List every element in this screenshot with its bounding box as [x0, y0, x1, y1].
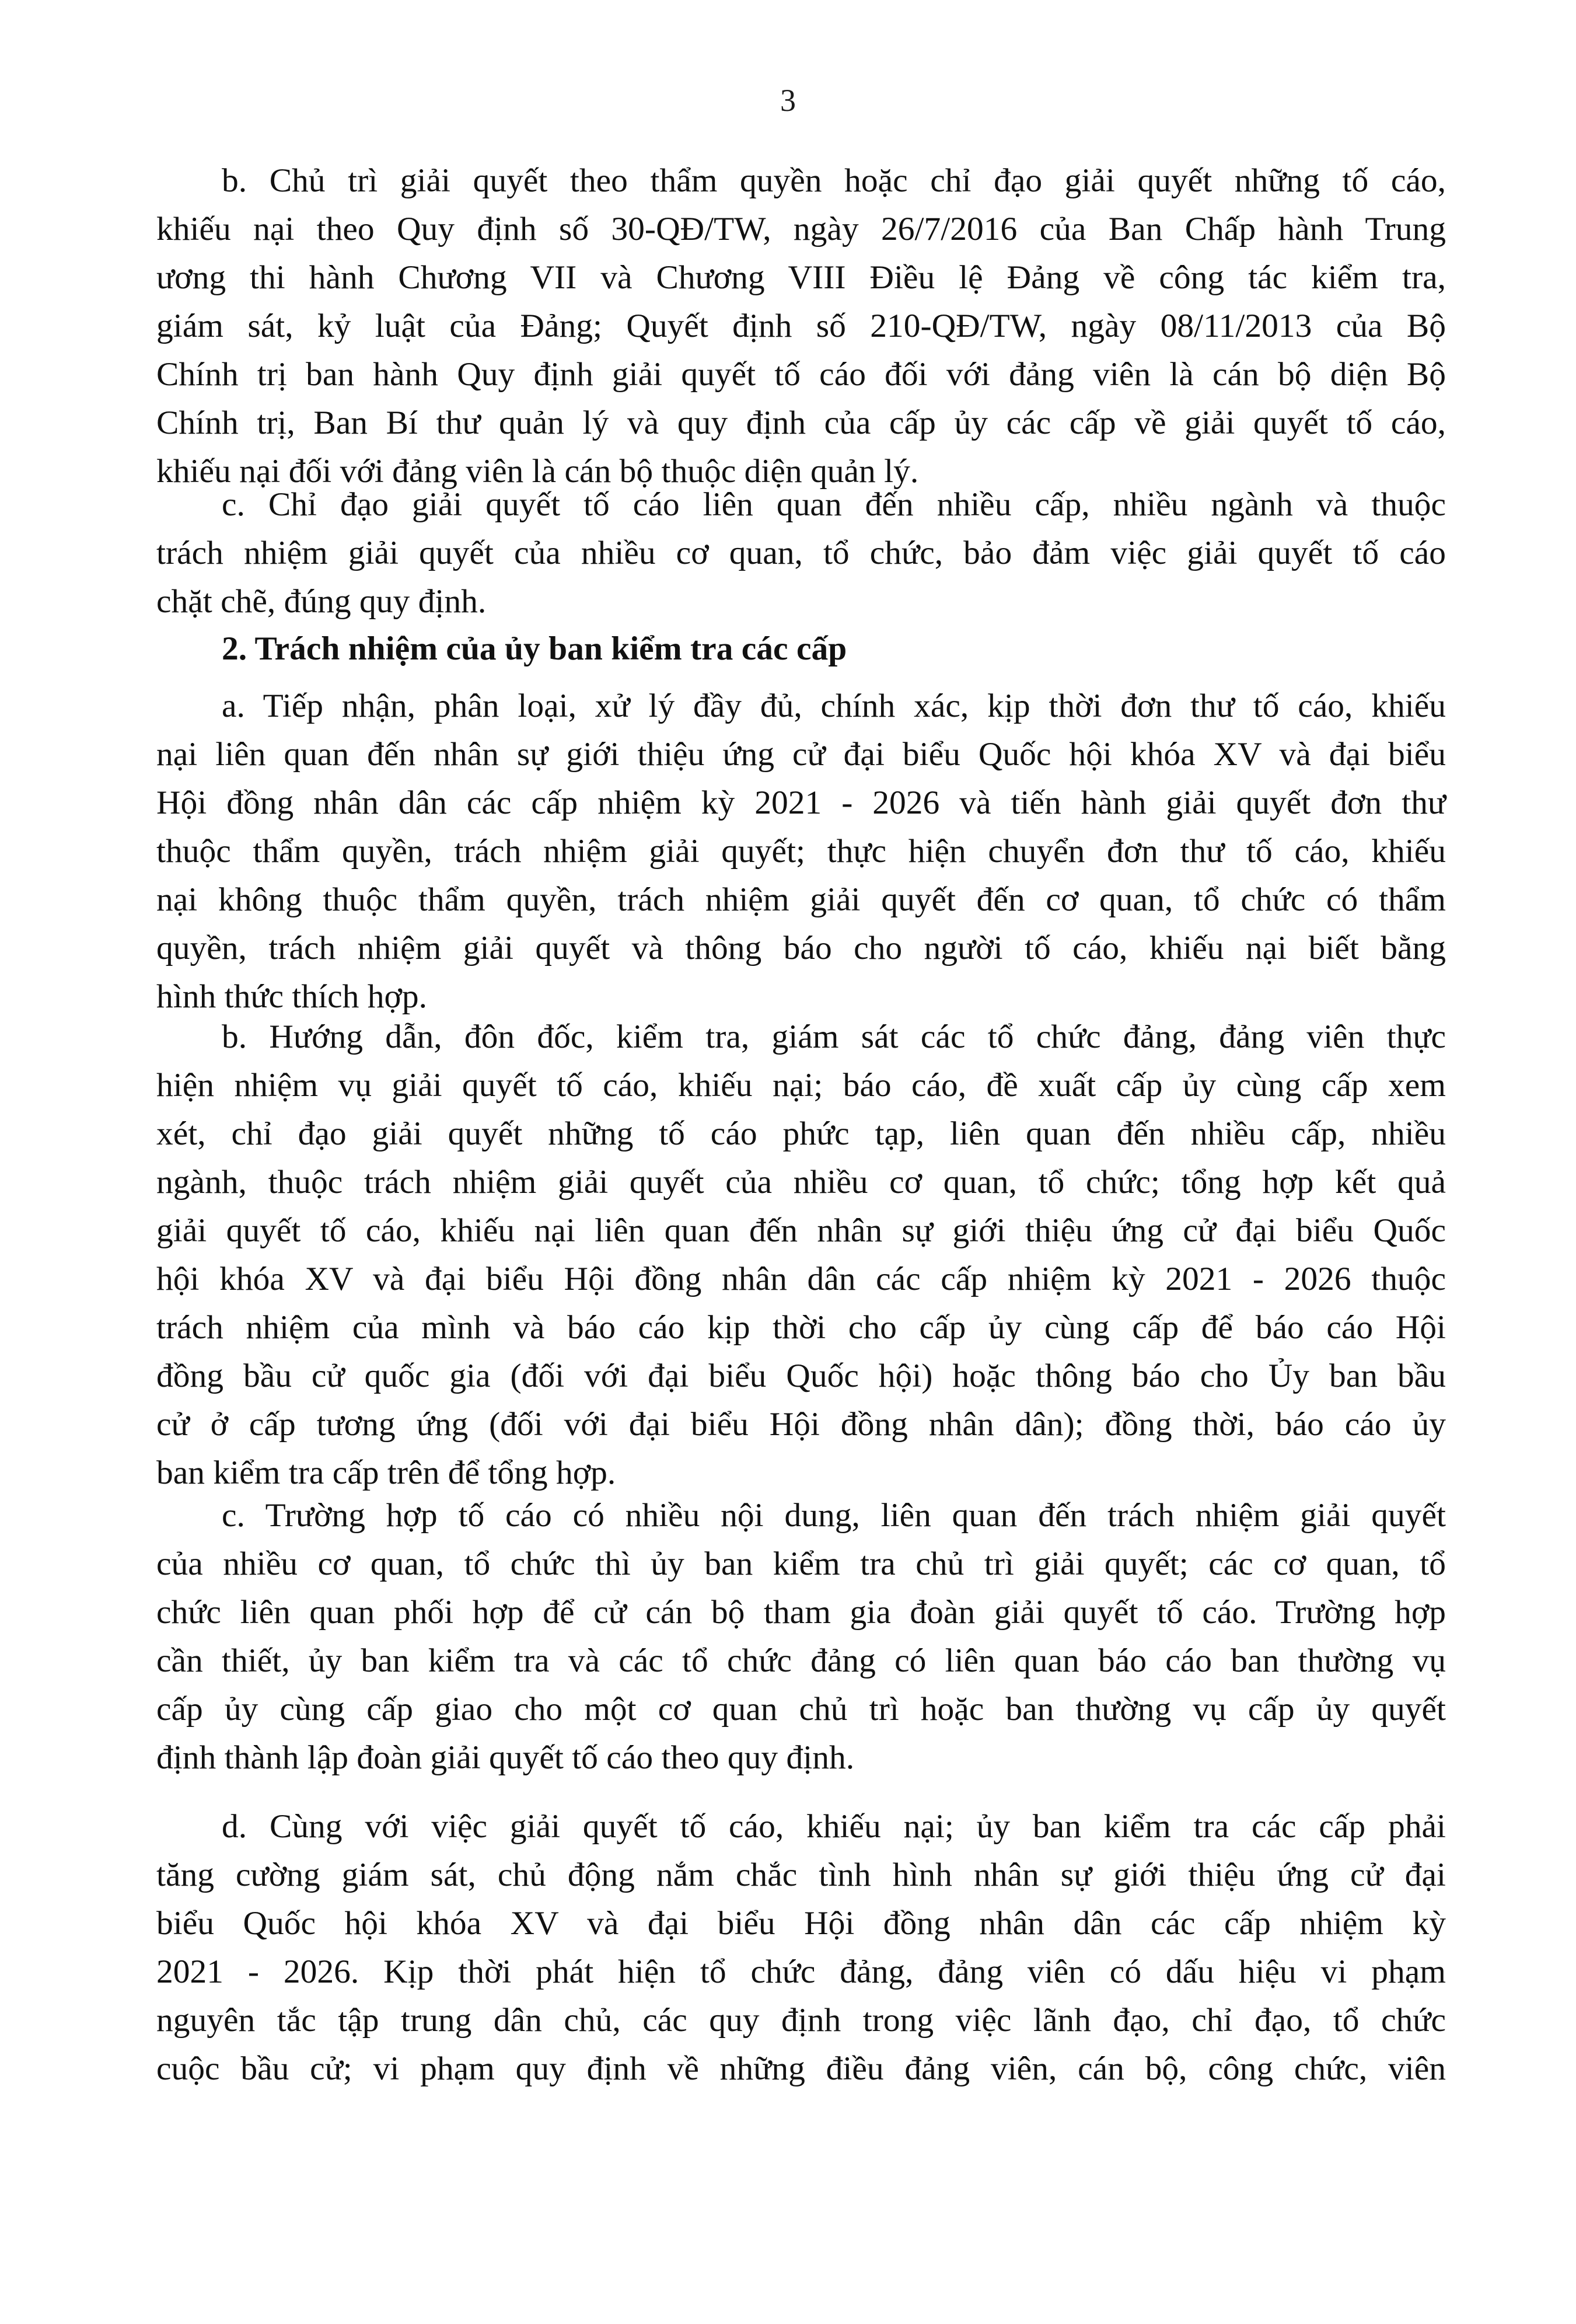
text-line: Chính trị ban hành Quy định giải quyết tố cáo đối với đảng viên là cán bộ diện Bộ: [156, 356, 1446, 393]
paragraph-2d: [156, 1802, 1446, 2093]
text-line: trách nhiệm của mình và báo cáo kịp thời cho cấp ủy cùng cấp để báo cáo Hội: [156, 1309, 1446, 1346]
text-line: cử ở cấp tương ứng (đối với đại biểu Hội đồng nhân dân); đồng thời, báo cáo ủy: [156, 1406, 1446, 1443]
text-line: khiếu nại đối với đảng viên là cán bộ thuộc diện quản lý.: [156, 453, 919, 490]
text-line: ương thi hành Chương VII và Chương VIII Điều lệ Đảng về công tác kiểm tra,: [156, 259, 1446, 296]
text-line: hình thức thích hợp.: [156, 978, 428, 1015]
text-line: hiện nhiệm vụ giải quyết tố cáo, khiếu nại; báo cáo, đề xuất cấp ủy cùng cấp xem: [156, 1067, 1446, 1104]
text-line: hội khóa XV và đại biểu Hội đồng nhân dân các cấp nhiệm kỳ 2021 - 2026 thuộc: [156, 1261, 1446, 1297]
text-line: b. Hướng dẫn, đôn đốc, kiểm tra, giám sát các tổ chức đảng, đảng viên thực: [222, 1018, 1446, 1055]
page-number: 3: [780, 83, 796, 118]
text-line: ban kiểm tra cấp trên để tổng hợp.: [156, 1454, 616, 1491]
paragraph-2c: [156, 1491, 1446, 1782]
text-line: Hội đồng nhân dân các cấp nhiệm kỳ 2021 - 2026 và tiến hành giải quyết đơn thư: [156, 784, 1446, 821]
paragraph-1c: [156, 480, 1446, 626]
paragraph-2b: [156, 1013, 1446, 1497]
text-line: cấp ủy cùng cấp giao cho một cơ quan chủ trì hoặc ban thường vụ cấp ủy quyết: [156, 1691, 1446, 1728]
text-line: chặt chẽ, đúng quy định.: [156, 583, 487, 620]
text-line: biểu Quốc hội khóa XV và đại biểu Hội đồng nhân dân các cấp nhiệm kỳ: [156, 1905, 1446, 1942]
text-line: khiếu nại theo Quy định số 30-QĐ/TW, ngày 26/7/2016 của Ban Chấp hành Trung: [156, 211, 1446, 247]
text-line: cuộc bầu cử; vi phạm quy định về những điều đảng viên, cán bộ, công chức, viên: [156, 2050, 1446, 2087]
text-line: của nhiều cơ quan, tổ chức thì ủy ban kiểm tra chủ trì giải quyết; các cơ quan, tổ: [156, 1545, 1446, 1582]
text-line: d. Cùng với việc giải quyết tố cáo, khiếu nại; ủy ban kiểm tra các cấp phải: [222, 1808, 1446, 1845]
text-line: chức liên quan phối hợp để cử cán bộ tham gia đoàn giải quyết tố cáo. Trường hợp: [156, 1594, 1446, 1631]
text-line: 2021 - 2026. Kịp thời phát hiện tổ chức đảng, đảng viên có dấu hiệu vi phạm: [156, 1953, 1446, 1990]
text-line: định thành lập đoàn giải quyết tố cáo theo quy định.: [156, 1739, 855, 1776]
text-line: nguyên tắc tập trung dân chủ, các quy định trong việc lãnh đạo, chỉ đạo, tổ chức: [156, 2002, 1446, 2039]
paragraph-1b: [156, 156, 1446, 495]
text-line: c. Chỉ đạo giải quyết tố cáo liên quan đến nhiều cấp, nhiều ngành và thuộc: [222, 486, 1446, 523]
text-line: cần thiết, ủy ban kiểm tra và các tổ chức đảng có liên quan báo cáo ban thường vụ: [156, 1642, 1446, 1679]
text-line: đồng bầu cử quốc gia (đối với đại biểu Quốc hội) hoặc thông báo cho Ủy ban bầu: [156, 1358, 1446, 1394]
text-line: thuộc thẩm quyền, trách nhiệm giải quyết; thực hiện chuyển đơn thư tố cáo, khiếu: [156, 833, 1446, 870]
text-line: giải quyết tố cáo, khiếu nại liên quan đến nhân sự giới thiệu ứng cử đại biểu Quốc: [156, 1212, 1446, 1249]
text-line: c. Trường hợp tố cáo có nhiều nội dung, liên quan đến trách nhiệm giải quyết: [222, 1497, 1446, 1534]
text-line: quyền, trách nhiệm giải quyết và thông báo cho người tố cáo, khiếu nại biết bằng: [156, 930, 1446, 966]
text-line: trách nhiệm giải quyết của nhiều cơ quan, tổ chức, bảo đảm việc giải quyết tố cáo: [156, 535, 1446, 571]
paragraph-2a: [156, 682, 1446, 1021]
section-heading: 2. Trách nhiệm của ủy ban kiểm tra các cấp: [222, 630, 847, 667]
text-line: b. Chủ trì giải quyết theo thẩm quyền hoặc chỉ đạo giải quyết những tố cáo,: [222, 162, 1446, 199]
text-line: xét, chỉ đạo giải quyết những tố cáo phức tạp, liên quan đến nhiều cấp, nhiều: [156, 1115, 1446, 1152]
text-line: ngành, thuộc trách nhiệm giải quyết của nhiều cơ quan, tổ chức; tổng hợp kết quả: [156, 1164, 1446, 1201]
text-line: giám sát, kỷ luật của Đảng; Quyết định số 210-QĐ/TW, ngày 08/11/2013 của Bộ: [156, 308, 1446, 344]
text-line: nại liên quan đến nhân sự giới thiệu ứng cử đại biểu Quốc hội khóa XV và đại biểu: [156, 736, 1446, 773]
text-line: tăng cường giám sát, chủ động nắm chắc tình hình nhân sự giới thiệu ứng cử đại: [156, 1857, 1446, 1893]
text-line: Chính trị, Ban Bí thư quản lý và quy định của cấp ủy các cấp về giải quyết tố cáo,: [156, 404, 1446, 441]
text-line: a. Tiếp nhận, phân loại, xử lý đầy đủ, chính xác, kịp thời đơn thư tố cáo, khiếu: [222, 688, 1446, 724]
text-line: nại không thuộc thẩm quyền, trách nhiệm giải quyết đến cơ quan, tổ chức có thẩm: [156, 881, 1446, 918]
